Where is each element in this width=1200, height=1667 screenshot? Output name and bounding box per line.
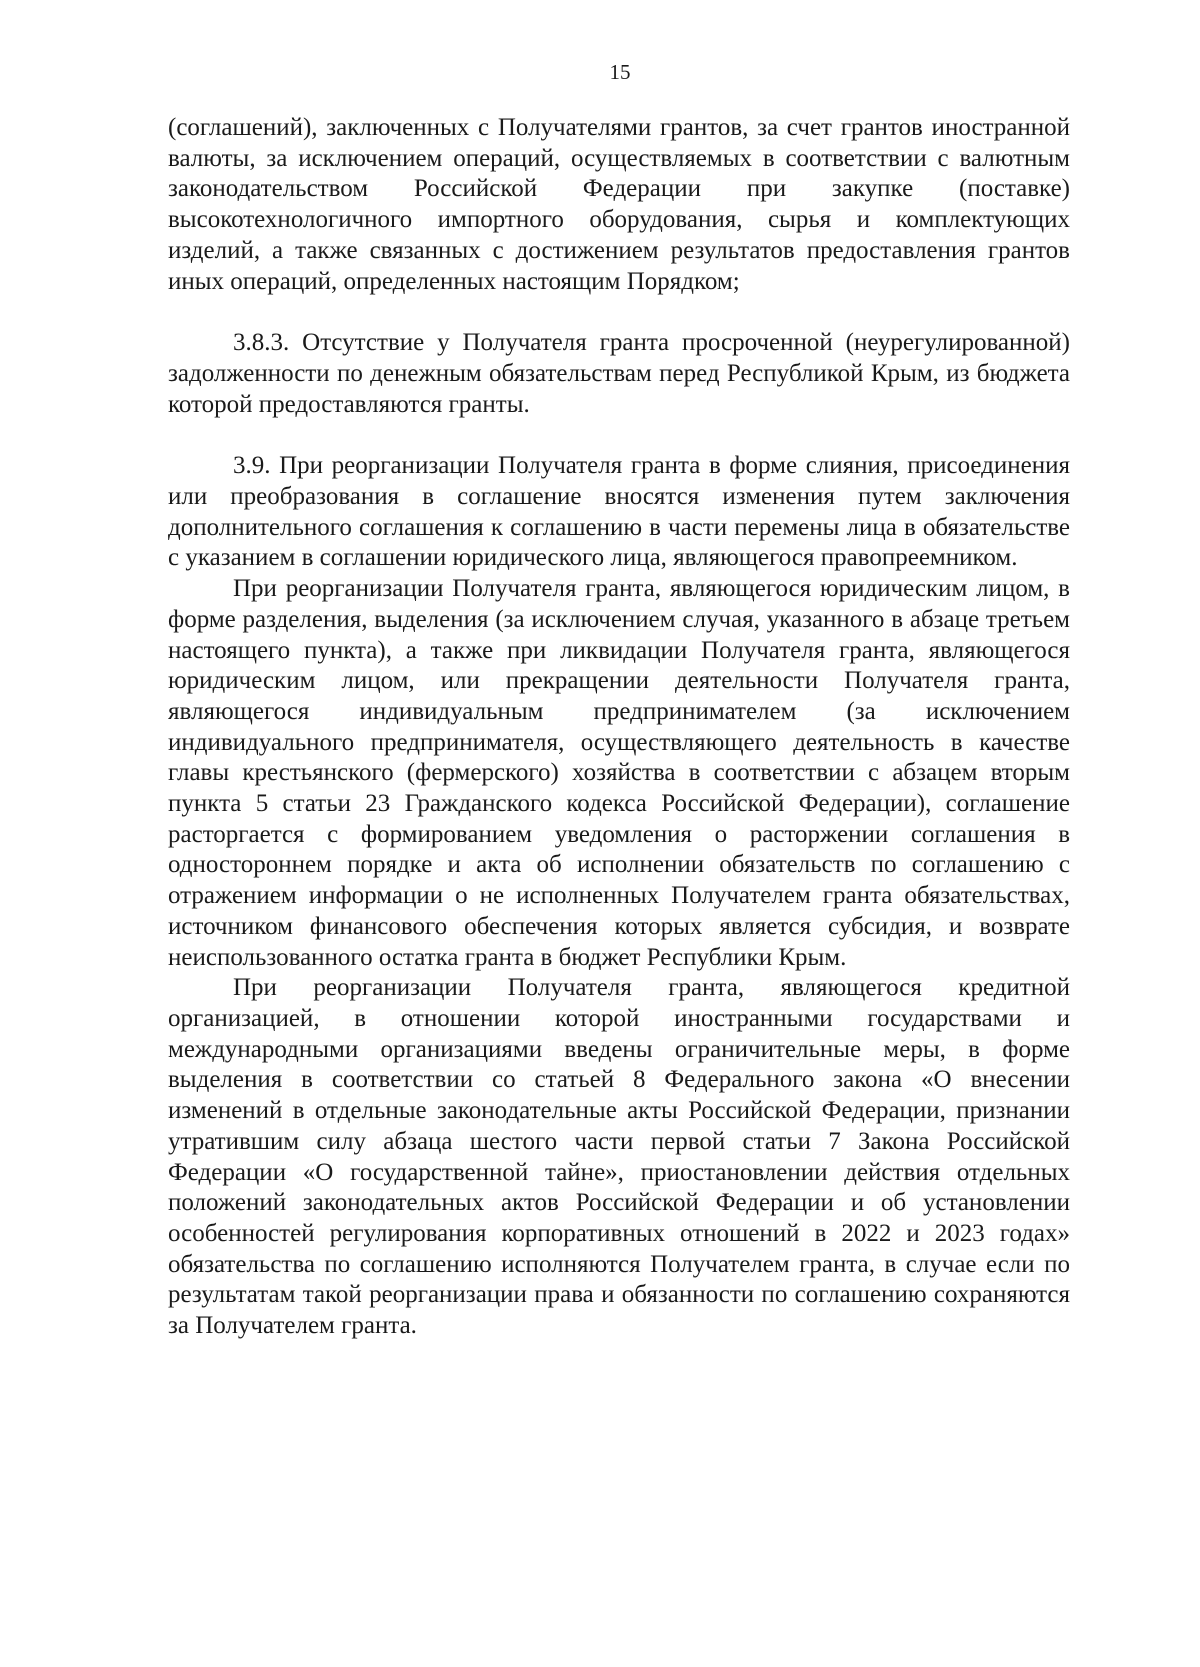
page-number: 15	[609, 60, 631, 84]
document-body	[168, 113, 1070, 1342]
paragraph-3-9: 3.9. При реорганизации Получателя гранта в форме слияния, присоединения или преобразования в соглашение вносятся изменения путем заключения дополнительного соглашения к соглашению в части перемены лица в обязательстве с указанием в соглашении юридического лица, являющегося правопреемником.	[168, 452, 1070, 572]
paragraph-3-8-3: 3.8.3. Отсутствие у Получателя гранта просроченной (неурегулированной) задолженности по денежным обязательствам перед Республикой Крым, из бюджета которой предоставляются гранты.	[168, 329, 1070, 418]
paragraph-3-9-reorganization-division: При реорганизации Получателя гранта, являющегося юридическим лицом, в форме разделения, выделения (за исключением случая, указанного в абзаце третьем настоящего пункта), а также при ликвидации Получателя гранта, являющегося юридическим лицом, или прекращении деятельности Получателя гранта, являющегося индивидуальным предпринимателем (за исключением индивидуального предпринимателя, осуществляющего деятельность в качестве главы крестьянского (фермерского) хозяйства в соответствии с абзацем вторым пункта 5 статьи 23 Гражданского кодекса Российской Федерации), соглашение расторгается с формированием уведомления о расторжении соглашения в одностороннем порядке и акта об исполнении обязательств по соглашению с отражением информации о не исполненных Получателем гранта обязательствах, источником финансового обеспечения которых является субсидия, и возврате неиспользованного остатка гранта в бюджет Республики Крым.	[168, 575, 1070, 971]
paragraph-3-9-credit-organization: При реорганизации Получателя гранта, являющегося кредитной организацией, в отношении которой иностранными государствами и международными организациями введены ограничительные меры, в форме выделения в соответствии со статьей 8 Федерального закона «О внесении изменений в отдельные законодательные акты Российской Федерации, признании утратившим силу абзаца шестого части первой статьи 7 Закона Российской Федерации «О государственной тайне», приостановлении действия отдельных положений законодательных актов Российской Федерации и об установлении особенностей регулирования корпоративных отношений в 2022 и 2023 годах» обязательства по соглашению исполняются Получателем гранта, в случае если по результатам такой реорганизации права и обязанности по соглашению сохраняются за Получателем гранта.	[168, 974, 1070, 1340]
paragraph-continuation: (соглашений), заключенных с Получателями грантов, за счет грантов иностранной валюты, за исключением операций, осуществляемых в соответствии с валютным законодательством Российской Федерации при закупке (поставке) высокотехнологичного импортного оборудования, сырья и комплектующих изделий, а также связанных с достижением результатов предоставления грантов иных операций, определенных настоящим Порядком;	[168, 114, 1070, 295]
